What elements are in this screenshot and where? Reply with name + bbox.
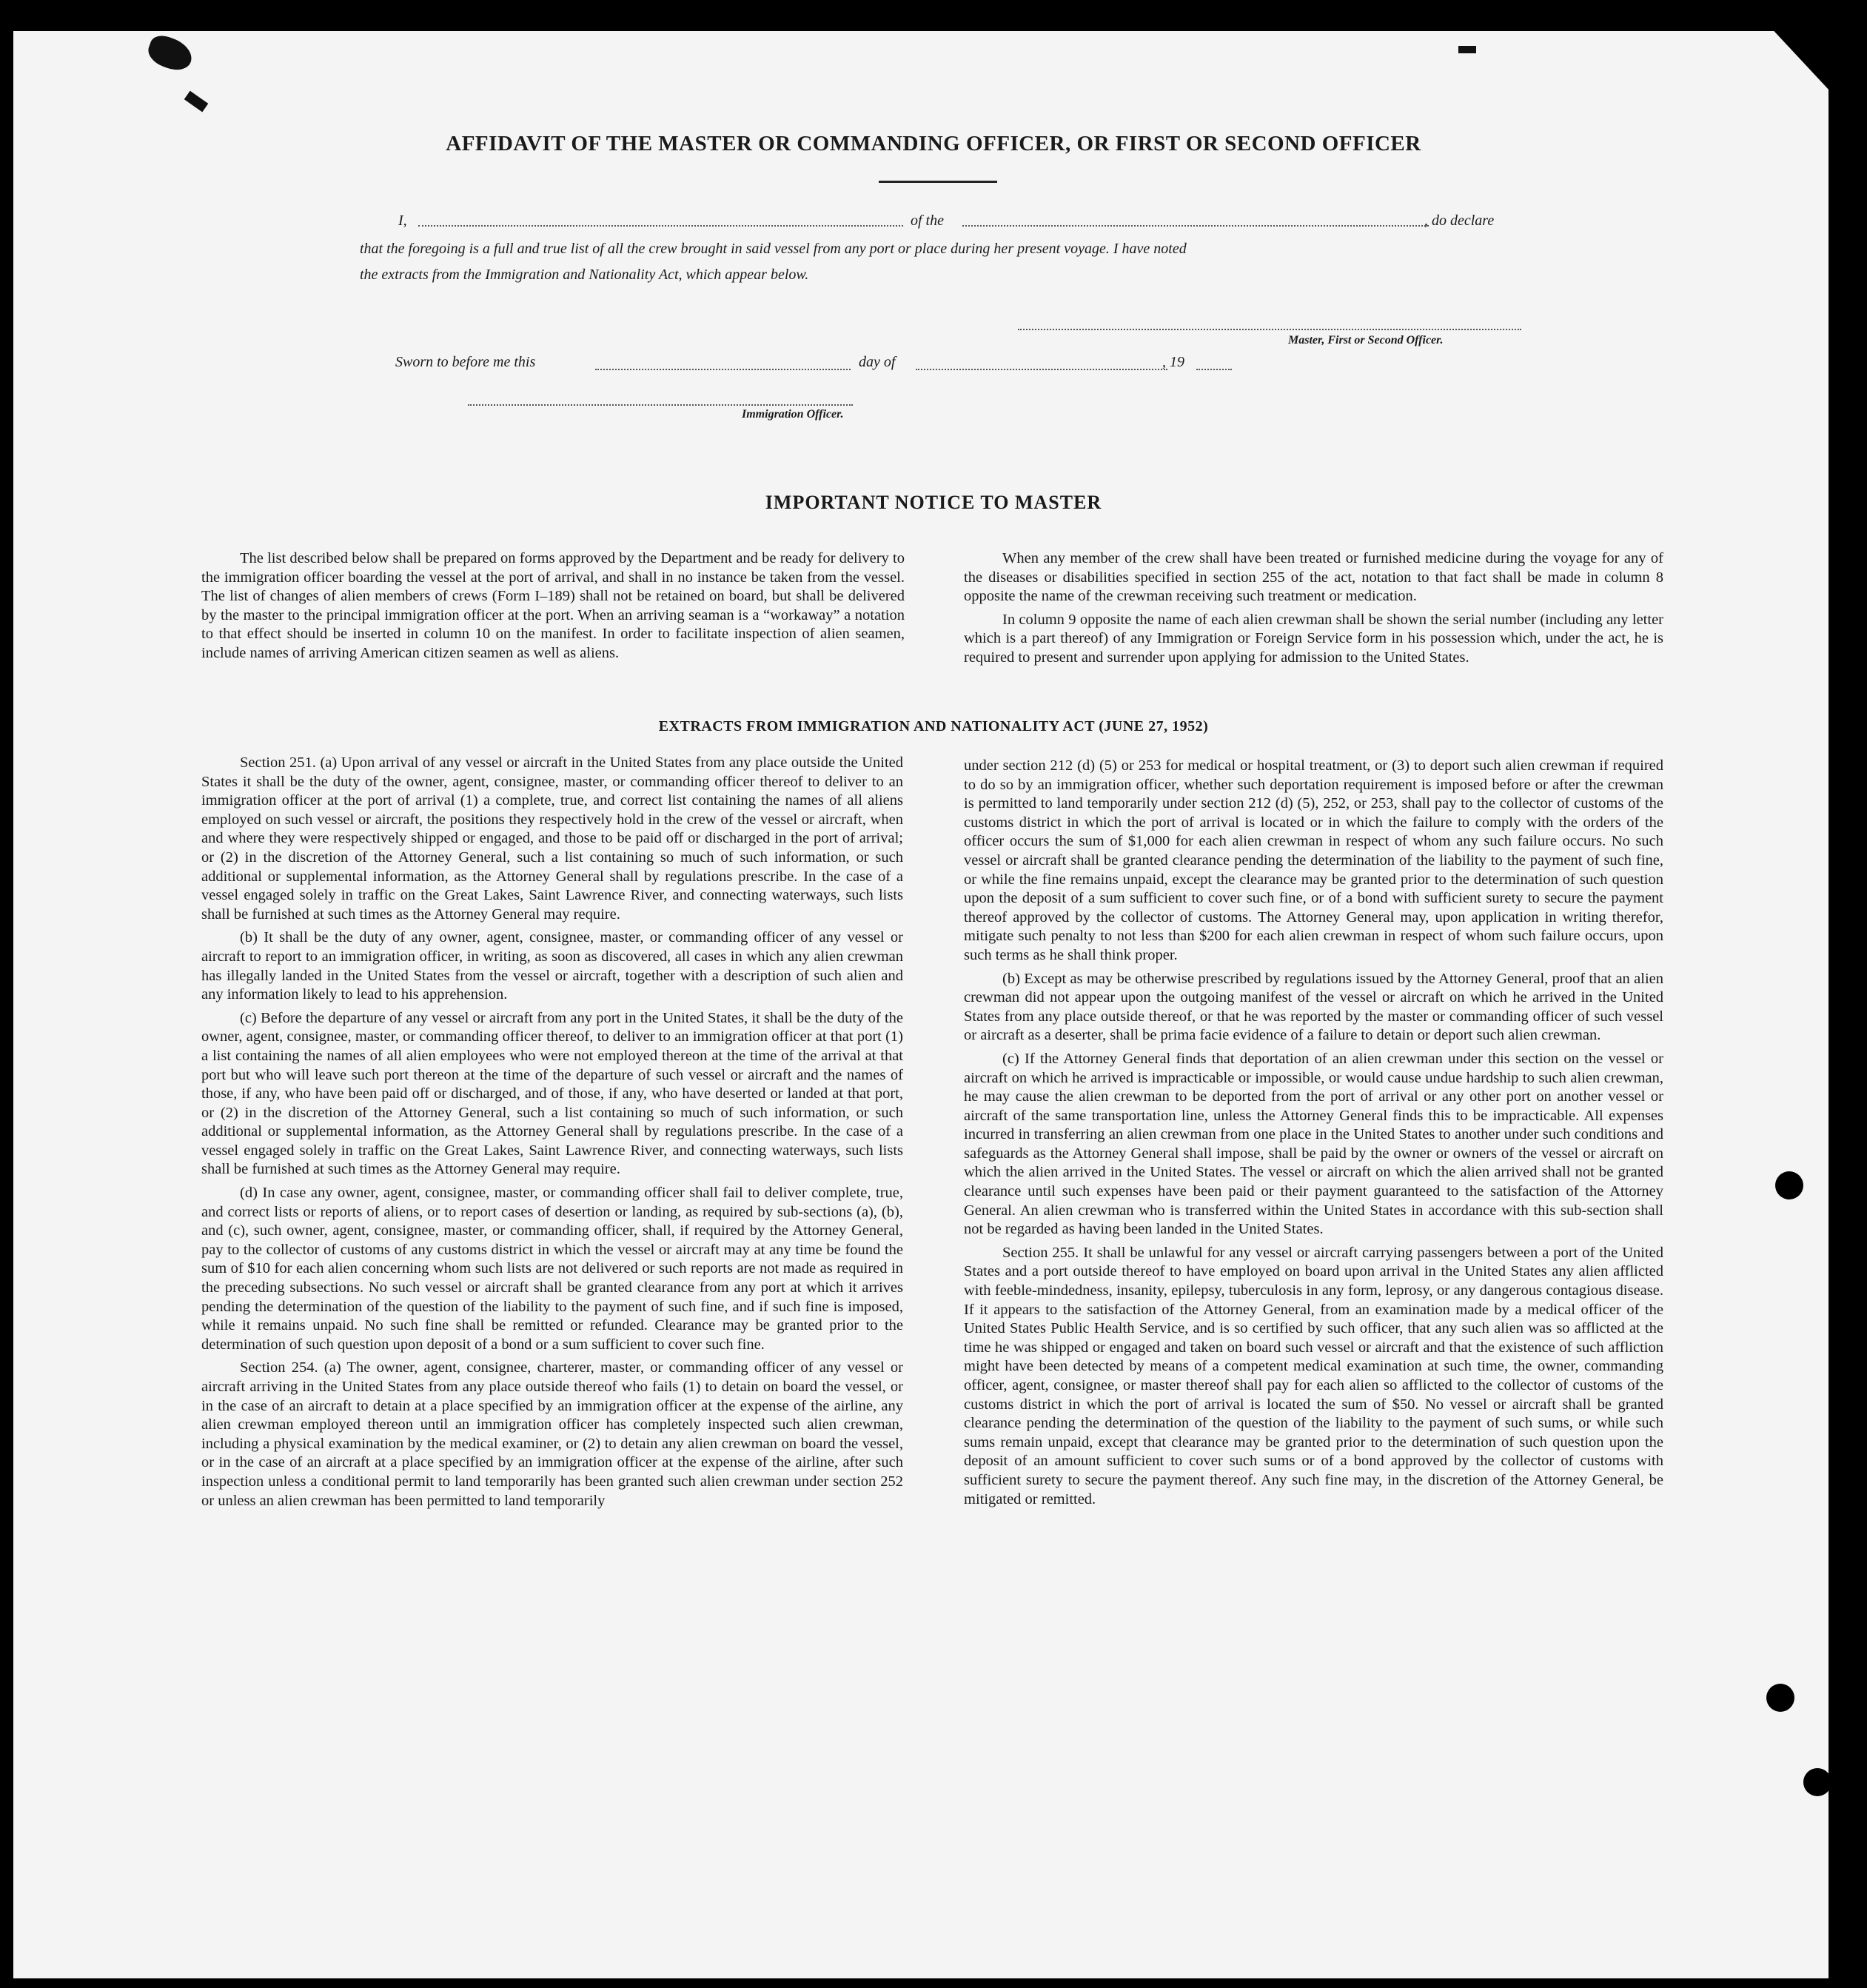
punch-hole <box>1803 1768 1831 1796</box>
statute-paragraph: Section 251. (a) Upon arrival of any vessel or aircraft in the United States from any place outside the United States it shall be the duty of the owner, agent, consignee, master, or commanding officer thereof to deliver to an immigration officer at the port of arrival (1) a complete, true, and correct list containing the names of all aliens employed on such vessel or aircraft, the positions they respectively hold in the crew of the vessel or aircraft, when and where they were respectively shipped or engaged, and those to be paid off or discharged in the port of arrival; or (2) in the discretion of the Attorney General, such a list containing so much of such information, or such additional or supplemental information, as the Attorney General shall by regulations prescribe. In the case of a vessel engaged solely in traffic on the Great Lakes, Saint Lawrence River, and connecting waterways, such lists shall be furnished at such times as the Attorney General may require. <box>201 754 903 923</box>
officer-caption: Immigration Officer. <box>742 408 844 421</box>
of-the-label: of the <box>911 212 944 229</box>
sworn-year-field[interactable] <box>1196 369 1232 370</box>
affidavit-title: AFFIDAVIT OF THE MASTER OR COMMANDING OFFICER, OR FIRST OR SECOND OFFICER <box>446 132 1421 155</box>
title-rule <box>879 181 997 183</box>
notice-left-column <box>201 549 905 663</box>
statute-paragraph: (b) It shall be the duty of any owner, agent, consignee, master, or commanding officer of any vessel or aircraft to report to an immigration officer, in writing, as soon as discovered, all cases in which any alien crewman has illegally landed in the United States from the vessel or aircraft, together with a description of such alien and any information likely to lead to his apprehension. <box>201 929 903 1003</box>
statute-paragraph: under section 212 (d) (5) or 253 for medical or hospital treatment, or (3) to deport such alien crewman if required to do so by an immigration officer, whether such deportation requirement is imposed before or after the crewman is permitted to land temporarily under section 212 (d) (5), 252, or 253, shall pay to the collector of customs of the customs district in which the port of arrival is located or in which the failure to comply with the orders of the officer occurs the sum of $1,000 for each alien crewman in respect of whom any such failure occurs. No such vessel or aircraft shall be granted clearance pending the determination of the liability to the payment of such fine, or while the fine remains unpaid, except the clearance may be granted prior to the determination of such question upon the deposit of a sum sufficient to cover such fine, or of a bond with sufficient surety to secure the payment thereof approved by the collector of customs. The Attorney General may, upon application in writing therefor, mitigate such penalty to not less than $200 for each alien crewman in respect of whom such failure occurs, upon such terms as he shall think proper. <box>964 757 1663 963</box>
year-label: , 19 <box>1162 354 1184 370</box>
notice-paragraph: The list described below shall be prepared on forms approved by the Department and be ready for delivery to the immigration officer boarding the vessel at the port of arrival, and shall in no instance be taken from the vessel. The list of changes of alien members of crews (Form I–189) shall not be retained on board, but shall be delivered by the master to the principal immigration officer at the port. When an arriving seaman is a “workaway” a notation to that effect should be inserted in column 10 on the manifest. In order to facilitate inspection of alien seamen, include names of arriving American citizen seamen as well as aliens. <box>201 550 905 661</box>
statute-paragraph: (c) If the Attorney General finds that deportation of an alien crewman under this section on the vessel or aircraft on which he arrived is impracticable or impossible, or would cause undue hardship to such alien crewman, he may cause the alien crewman to be deported from the port of arrival or any other port on another vessel or aircraft of the same transportation line, unless the Attorney General finds this to be impracticable. All expenses incurred in transferring an alien crewman from one place in the United States to another under such conditions and safeguards as the Attorney General shall impose, shall be paid by the owner or owners of the vessel or aircraft on which the alien arrived in the United States. The vessel or aircraft on which the alien arrived shall not be granted clearance until such expenses have been paid or their payment guaranteed to the satisfaction of the Attorney General. An alien crewman who is transferred within the United States in accordance with this sub-section shall not be regarded as having been landed in the United States. <box>964 1050 1663 1238</box>
affidavit-line-3: the extracts from the Immigration and Nationality Act, which appear below. <box>360 267 809 283</box>
sworn-month-field[interactable] <box>916 369 1167 370</box>
statute-paragraph: Section 255. It shall be unlawful for any vessel or aircraft carrying passengers between a port of the United States and a port outside thereof to have employed on board upon arrival in the United States any alien afflicted with feeble-mindedness, insanity, epilepsy, tuberculosis in any form, leprosy, or any dangerous contagious disease. If it appears to the satisfaction of the Attorney General, from an examination made by a medical officer of the United States Public Health Service, and is so certified by such officer, that any such alien was so afflicted at the time he was shipped or engaged and taken on board such vessel or aircraft and that the existence of such affliction might have been detected by means of a competent medical examination at such time, the owner, commanding officer, agent, consignee, or master thereof shall pay for each alien so afflicted to the collector of customs of the customs district in which the port of arrival is located the sum of $50. No vessel or aircraft shall be granted clearance pending the determination of the question of the liability to the payment of such sums, or while such sums remain unpaid, except that clearance may be granted prior to the determination of such question upon the deposit of an amount sufficient to cover such sums or of a bond approved by the collector of customs with sufficient surety to secure the payment thereof. Any such fine may, in the discretion of the Attorney General, be mitigated or remitted. <box>964 1244 1663 1507</box>
master-caption: Master, First or Second Officer. <box>1288 334 1444 347</box>
punch-hole <box>1766 1684 1794 1712</box>
notice-title: IMPORTANT NOTICE TO MASTER <box>765 492 1102 513</box>
extracts-title: EXTRACTS FROM IMMIGRATION AND NATIONALITY ACT (JUNE 27, 1952) <box>658 718 1209 734</box>
extracts-right-column <box>964 757 1663 1509</box>
extracts-left-column <box>201 754 903 1510</box>
affidavit-line-1: I, <box>398 212 407 229</box>
sworn-label: Sworn to before me this <box>395 354 536 370</box>
statute-paragraph: Section 254. (a) The owner, agent, consignee, charterer, master, or commanding officer of any vessel or aircraft arriving in the United States from any place outside thereof who fails (1) to detain on board the vessel, or in the case of an aircraft to detain at a place specified by an immigration officer at the expense of the airline, any alien crewman employed thereon until an immigration officer has completely inspected such alien crewman, including a physical examination by the medical examiner, or (2) to detain any alien crewman on board the vessel, or in the case of an aircraft at a place specified by an immigration officer at the expense of the airline, after such inspection unless a conditional permit to land temporarily has been granted such alien crewman under section 252 or unless an alien crewman has been permitted to land temporarily <box>201 1359 903 1509</box>
day-of-label: day of <box>859 354 896 370</box>
statute-paragraph: (b) Except as may be otherwise prescribed by regulations issued by the Attorney General, proof that an alien crewman did not appear upon the outgoing manifest of the vessel or aircraft on which he arrived in the United States from any place outside thereof, or that he was reported by the master or commanding officer of such vessel or aircraft as a deserter, shall be prima facie evidence of a failure to detain or deport such alien crewman. <box>964 970 1663 1044</box>
master-signature-field[interactable] <box>1018 329 1521 330</box>
scan-artifact <box>1458 46 1476 53</box>
officer-signature-field[interactable] <box>468 404 853 406</box>
affidavit-line-2: that the foregoing is a full and true list of all the crew brought in said vessel from any port or place during her present voyage. I have noted <box>360 241 1187 257</box>
notice-paragraph: When any member of the crew shall have been treated or furnished medicine during the voyage for any of the diseases or disabilities specified in section 255 of the act, notation to that fact shall be made in column 8 opposite the name of the crewman receiving such treatment or medication. <box>964 550 1663 605</box>
declarant-name-field[interactable] <box>418 225 903 227</box>
vessel-name-field[interactable] <box>962 225 1429 227</box>
sworn-day-field[interactable] <box>595 369 851 370</box>
statute-paragraph: (d) In case any owner, agent, consignee, master, or commanding officer shall fail to deliver complete, true, and correct lists or reports of aliens, or to report cases of desertion or landing, as required by sub-sections (a), (b), and (c), such owner, agent, consignee, master, or commanding officer, shall, if required by the Attorney General, pay to the collector of customs of any customs district in which the vessel or aircraft may at any time be found the sum of $10 for each alien concerning whom such lists are not delivered or such reports are not made as required in the preceding subsections. No such vessel or aircraft shall be granted clearance from any port at which it arrives pending the determination of the question of the liability to the payment of such fine, and if such fine is imposed, while it remains unpaid. No such fine shall be remitted or refunded. Clearance may be granted prior to the determination of such question upon deposit of a bond or a sum sufficient to cover such fine. <box>201 1185 903 1353</box>
statute-paragraph: (c) Before the departure of any vessel or aircraft from any port in the United States, it shall be the duty of the owner, agent, consignee, master, or commanding officer thereof, to deliver to an immigration officer at that port (1) a list containing the names of all alien employees who were not employed thereon at the time of the arrival at that port but who will leave such port thereon at the time of the departure of such vessel or aircraft and the names of those, if any, who have been paid off or discharged, and of those, if any, who have deserted or landed at that port, or (2) in the discretion of the Attorney General, such a list containing so much of such information, or such additional or supplemental information, as the Attorney General shall by regulations prescribe. In the case of a vessel engaged solely in traffic on the Great Lakes, Saint Lawrence River, and connecting waterways, such lists shall be furnished at such times as the Attorney General may require. <box>201 1009 903 1178</box>
declare-label: , do declare <box>1424 212 1495 229</box>
notice-right-column <box>964 549 1663 668</box>
notice-paragraph: In column 9 opposite the name of each alien crewman shall be shown the serial number (including any letter which is a part thereof) of any Immigration or Foreign Service form in his possession which, under the act, he is required to present and surrender upon applying for admission to the United States. <box>964 611 1663 666</box>
punch-hole <box>1775 1171 1803 1199</box>
